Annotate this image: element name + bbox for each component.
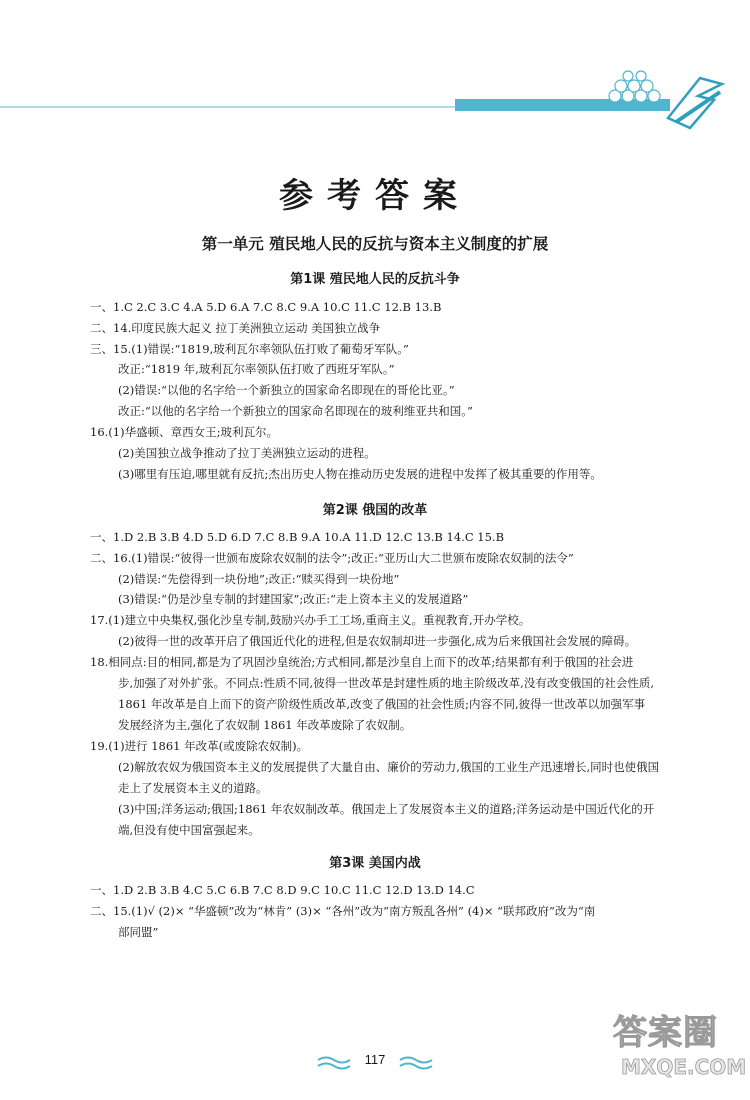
lesson-1-title: 第1课 殖民地人民的反抗斗争 xyxy=(290,272,460,287)
watermark xyxy=(613,1012,747,1092)
lesson-2-line: 发展经济为主,强化了农奴制 1861 年改革废除了农奴制。 xyxy=(118,718,412,732)
lesson-3-line: 部同盟” xyxy=(118,925,159,939)
lesson-2-line: (3)中国;洋务运动;俄国;1861 年农奴制改革。俄国走上了发展资本主义的道路;洋务运动是中国近代化的开 xyxy=(118,802,655,816)
lesson-1-line: 三、15.(1)错误:“1819,玻利瓦尔率领队伍打败了葡萄牙军队。” xyxy=(90,342,409,356)
lesson-2-line: (2)解放农奴为俄国资本主义的发展提供了大量自由、廉价的劳动力,俄国的工业生产迅速增长,同时也使俄国 xyxy=(118,760,660,774)
lesson-2-line: 18.相同点:目的相同,都是为了巩固沙皇统治;方式相同,都是沙皇自上而下的改革;结果都有利于俄国的社会进 xyxy=(90,655,634,669)
lesson-3-title: 第3课 美国内战 xyxy=(329,856,421,871)
wave-right-icon xyxy=(398,1056,434,1070)
lesson-2-line: (2)错误:“先偿得到一块份地”;改正:“赎买得到一块份地” xyxy=(118,572,400,586)
lesson-1-line: 16.(1)华盛顿、章西女王;玻利瓦尔。 xyxy=(90,425,278,439)
lesson-2-line: 端,但没有使中国富强起来。 xyxy=(118,823,260,837)
unit-title: 第一单元 殖民地人民的反抗与资本主义制度的扩展 xyxy=(201,235,549,253)
page-title: 参考答案 xyxy=(279,176,471,216)
lesson-2-line: (3)错误:“仍是沙皇专制的封建国家”;改正:“走上资本主义的发展道路” xyxy=(118,592,469,606)
lesson-1-line: (3)哪里有压迫,哪里就有反抗;杰出历史人物在推动历史发展的进程中发挥了极其重要的作用等。 xyxy=(118,467,602,481)
page-number: 117 xyxy=(364,1052,386,1067)
lesson-2-line: (2)彼得一世的改革开启了俄国近代化的进程,但是农奴制却进一步强化,成为后来俄国社会发展的障碍。 xyxy=(118,634,637,648)
header-decoration xyxy=(0,0,750,140)
lesson-2-line: 步,加强了对外扩张。不同点:性质不同,彼得一世改革是封建性质的地主阶级改革,没有改变俄国的社会性质, xyxy=(118,676,654,690)
lesson-2-title: 第2课 俄国的改革 xyxy=(322,503,428,518)
logo-icon xyxy=(668,78,722,128)
watermark-line2: MXQE.COM xyxy=(621,1055,747,1079)
lesson-3-line: 一、1.D 2.B 3.B 4.C 5.C 6.B 7.C 8.D 9.C 10.C 11.C 12.D 13.D 14.C xyxy=(90,883,475,897)
lesson-2-line: 1861 年改革是自上而下的资产阶级性质改革,改变了俄国的社会性质;内容不同,彼得一世改革以加强军事 xyxy=(118,697,646,711)
lesson-1-line: (2)错误:“以他的名字给一个新独立的国家命名即现在的哥伦比亚。” xyxy=(118,383,455,397)
lesson-2-line: 19.(1)进行 1861 年改革(或废除农奴制)。 xyxy=(90,739,309,753)
lesson-1-line: (2)美国独立战争推动了拉丁美洲独立运动的进程。 xyxy=(118,446,376,460)
lesson-1-line: 一、1.C 2.C 3.C 4.A 5.D 6.A 7.C 8.C 9.A 10.C 11.C 12.B 13.B xyxy=(90,300,442,314)
lesson-2-line: 一、1.D 2.B 3.B 4.D 5.D 6.D 7.C 8.B 9.A 10.A 11.D 12.C 13.B 14.C 15.B xyxy=(90,530,505,544)
watermark-line1: 答案圈 xyxy=(613,1013,718,1053)
lesson-3-line: 二、15.(1)√ (2)× “华盛顿”改为“林肯” (3)× “各州”改为“南方叛乱各州” (4)× “联邦政府”改为“南 xyxy=(90,904,596,918)
lesson-2-line: 二、16.(1)错误:“彼得一世颁布废除农奴制的法令”;改正:“亚历山大二世颁布废除农奴制的法令” xyxy=(90,551,574,565)
lesson-2-line: 17.(1)建立中央集权,强化沙皇专制,鼓励兴办手工工场,重商主义。重视教育,开办学校。 xyxy=(90,613,531,627)
lesson-1-line: 改正:“1819 年,玻利瓦尔率领队伍打败了西班牙军队。” xyxy=(118,362,395,376)
lesson-2-line: 走上了发展资本主义的道路。 xyxy=(118,781,268,795)
lesson-1-line: 二、14.印度民族大起义 拉丁美洲独立运动 美国独立战争 xyxy=(90,321,381,335)
lesson-1-line: 改正:“以他的名字给一个新独立的国家命名即现在的玻利维亚共和国。” xyxy=(118,404,473,418)
